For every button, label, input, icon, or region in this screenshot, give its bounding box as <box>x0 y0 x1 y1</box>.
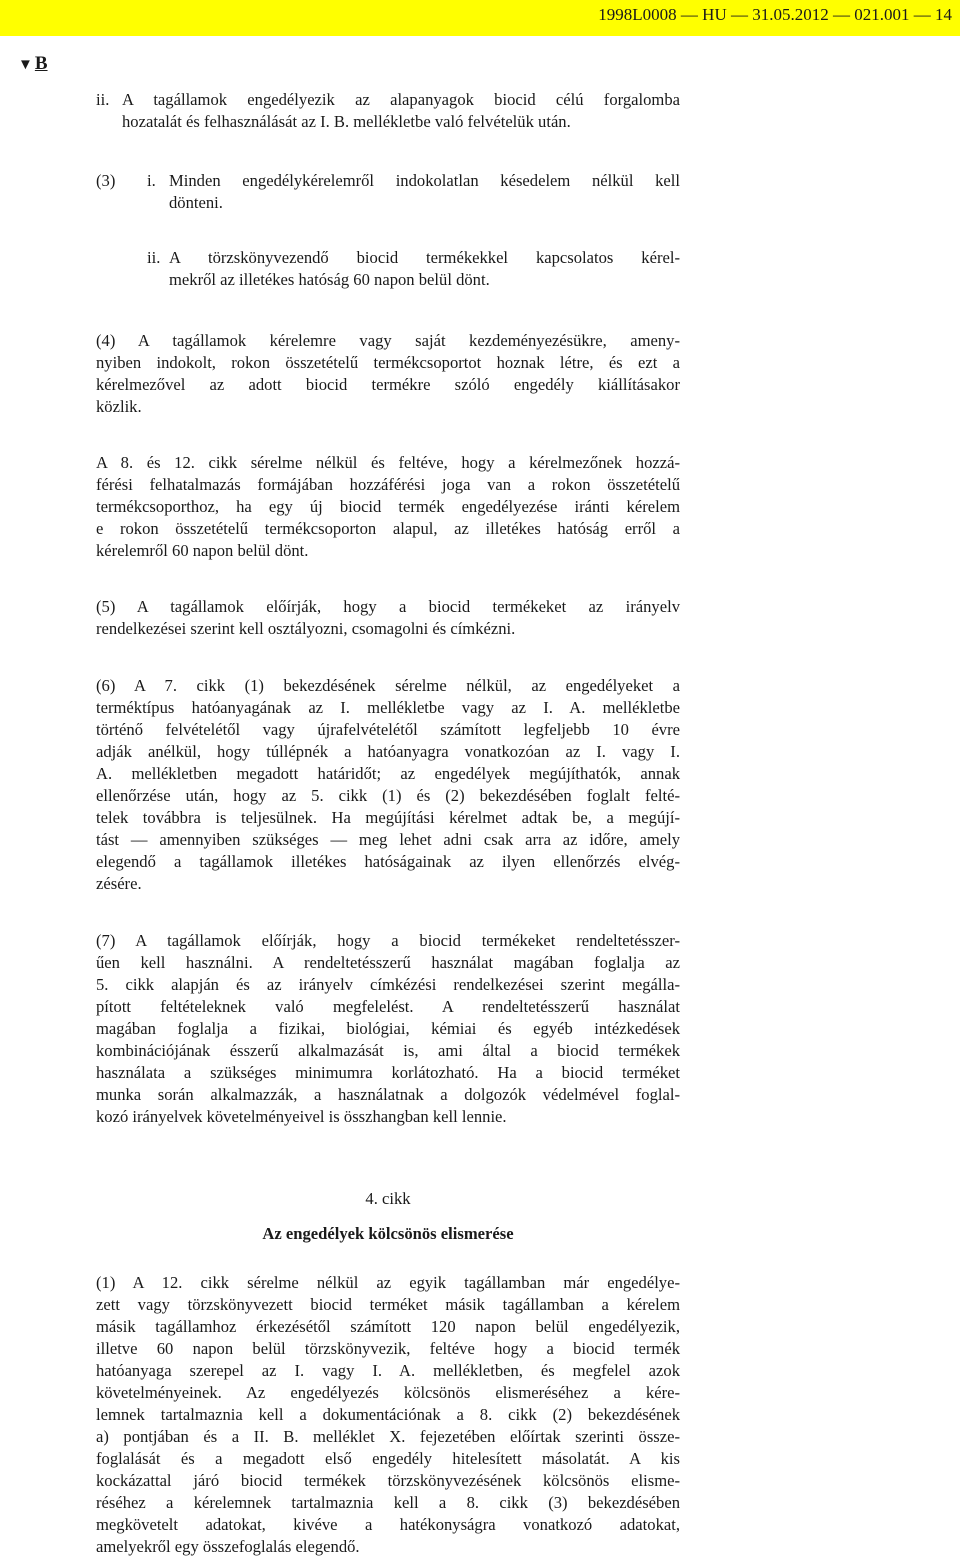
text-line: rendelkezései szerint kell osztályozni, csomagolni és címkézni. <box>96 619 516 638</box>
text-line: (4) A tagállamok kérelemre vagy saját kezdeményezésükre, ameny- <box>96 331 680 350</box>
paragraph-5 <box>96 596 680 640</box>
text-line: mekről az illetékes hatóság 60 napon belül dönt. <box>169 270 490 289</box>
text-line: illetve 60 napon belül törzskönyvezik, feltéve hogy a biocid termék <box>96 1339 680 1358</box>
text-line: foglalását és a megadott első engedély hitelesített másolatát. A kis <box>96 1449 680 1468</box>
version-marker <box>18 52 48 77</box>
text-line: ellenőrzése után, hogy az 5. cikk (1) és (2) bekezdésében foglalt felté- <box>96 786 680 805</box>
text-line: férési felhatalmazás formájában hozzáférési joga van a rokon összetételű <box>96 475 680 494</box>
text-line: kombinációjának ésszerű alkalmazását is, ami által a biocid termékek <box>96 1041 680 1060</box>
text-line: adják anélkül, hogy túllépnék a hatóanyagra vonatkozóan az I. vagy I. <box>96 742 680 761</box>
text-line: telek továbbra is teljesülnek. Ha megújítási kérelmet adtak be, a megújí- <box>96 808 680 827</box>
paragraph-7 <box>96 930 680 1128</box>
text-line: lemnek tartalmaznia kell a dokumentációnak a 8. cikk (2) bekezdésének <box>96 1405 680 1424</box>
text-line: pított feltételeknek való megfelelést. A rendeltetésszerű használat <box>96 997 680 1016</box>
text-line: hozatalát és felhasználását az I. B. mellékletbe való felvételük után. <box>122 112 571 131</box>
paragraph-4-continued <box>96 452 680 562</box>
text-line: űen kell használni. A rendeltetésszerű használat magában foglalja az <box>96 953 680 972</box>
text-line: zésére. <box>96 874 142 893</box>
text-line: használata a szükséges minimumra korlátozható. Ha a biocid terméket <box>96 1063 680 1082</box>
text-line: A törzskönyvezendő biocid termékekkel kapcsolatos kérel- <box>169 248 680 267</box>
text-line: zett vagy törzskönyvezett biocid terméket másik tagállamban a kérelem <box>96 1295 680 1314</box>
text-line: e rokon összetételű termékcsoporton alapul, az illetékes hatóság erről a <box>96 519 680 538</box>
text-line: közlik. <box>96 397 142 416</box>
text-line: terméktípus hatóanyagának az I. mellékletbe vagy az I. A. mellékletbe <box>96 698 680 717</box>
text-line: 5. cikk alapján és az irányelv címkézési rendelkezései szerint megálla- <box>96 975 680 994</box>
text-line: A tagállamok engedélyezik az alapanyagok biocid célú forgalomba <box>122 90 680 109</box>
text-line: kérelemről 60 napon belül dönt. <box>96 541 309 560</box>
text-line: kozó irányelvek követelményeivel is összhangban kell lennie. <box>96 1107 507 1126</box>
text-line: követelményeinek. Az engedélyezés kölcsönös elismeréséhez a kére- <box>96 1383 680 1402</box>
item-number: i. <box>147 171 156 190</box>
item-i-text <box>169 170 680 214</box>
text-line: nyiben indokolt, rokon összetételű termékcsoportot hoznak létre, és ezt a <box>96 353 680 372</box>
text-line: réséhez a kérelemnek tartalmaznia kell a 8. cikk (3) bekezdésében <box>96 1493 680 1512</box>
text-line: (5) A tagállamok előírják, hogy a biocid termékeket az irányelv <box>96 597 680 616</box>
marker-label: B <box>34 53 48 74</box>
item-ii-text <box>169 247 680 291</box>
paragraph-6 <box>96 675 680 895</box>
document-reference: 1998L0008 — HU — 31.05.2012 — 021.001 — 14 <box>598 5 952 24</box>
paragraph-4 <box>96 330 680 418</box>
text-line: elegendő a tagállamok illetékes hatóságainak az ilyen ellenőrzés elvég- <box>96 852 680 871</box>
text-line: hatóanyaga szerepel az I. vagy I. A. mellékletben, és megfelel azok <box>96 1361 680 1380</box>
text-line: kockázattal járó biocid termékek törzskönyvezésének kölcsönös elisme- <box>96 1471 680 1490</box>
text-line: történő felvételétől vagy újrafelvételétől számított legfeljebb 10 évre <box>96 720 680 739</box>
text-line: magában foglalja a fizikai, biológiai, kémiai és egyéb intézkedések <box>96 1019 680 1038</box>
text-line: kérelmezővel az adott biocid termékre szóló engedély kiállításakor <box>96 375 680 394</box>
text-line: megkövetelt adatokat, kivéve a hatékonyságra vonatkozó adatokat, <box>96 1515 680 1534</box>
document-header-bar <box>0 0 960 36</box>
text-line: dönteni. <box>169 193 223 212</box>
text-line: munka során alkalmazzák, a használatnak a dolgozók védelmével foglal- <box>96 1085 680 1104</box>
text-line: A. mellékletben megadott határidőt; az engedélyek megújíthatók, annak <box>96 764 680 783</box>
article-number: 4. cikk <box>365 1189 411 1208</box>
text-line: termékcsoporthoz, ha egy új biocid termék engedélyezése iránti kérelem <box>96 497 680 516</box>
text-line: amelyekről egy összefoglalás elegendő. <box>96 1537 360 1556</box>
paragraph-number: (3) <box>96 171 116 190</box>
text-line: (6) A 7. cikk (1) bekezdésének sérelme nélkül, az engedélyeket a <box>96 676 680 695</box>
text-line: (7) A tagállamok előírják, hogy a biocid termékeket rendeltetésszer- <box>96 931 680 950</box>
text-line: tást — amennyiben szükséges — meg lehet adni csak arra az időre, amely <box>96 830 680 849</box>
text-line: a) pontjában és a II. B. melléklet X. fejezetében előírtak szerinti össze- <box>96 1427 680 1446</box>
triangle-down-icon: ▼ <box>18 57 33 73</box>
text-line: A 8. és 12. cikk sérelme nélkül és feltéve, hogy a kérelmezőnek hozzá- <box>96 453 680 472</box>
article-title: Az engedélyek kölcsönös elismerése <box>262 1224 514 1243</box>
item-number: ii. <box>96 90 110 109</box>
item-number: ii. <box>147 248 161 267</box>
text-line: Minden engedélykérelemről indokolatlan késedelem nélkül kell <box>169 171 680 190</box>
article-4-paragraph-1 <box>96 1272 680 1558</box>
item-ii-text <box>122 89 680 133</box>
text-line: másik tagállamhoz érkezésétől számított 120 napon belül engedélyezik, <box>96 1317 680 1336</box>
text-line: (1) A 12. cikk sérelme nélkül az egyik tagállamban már engedélye- <box>96 1273 680 1292</box>
